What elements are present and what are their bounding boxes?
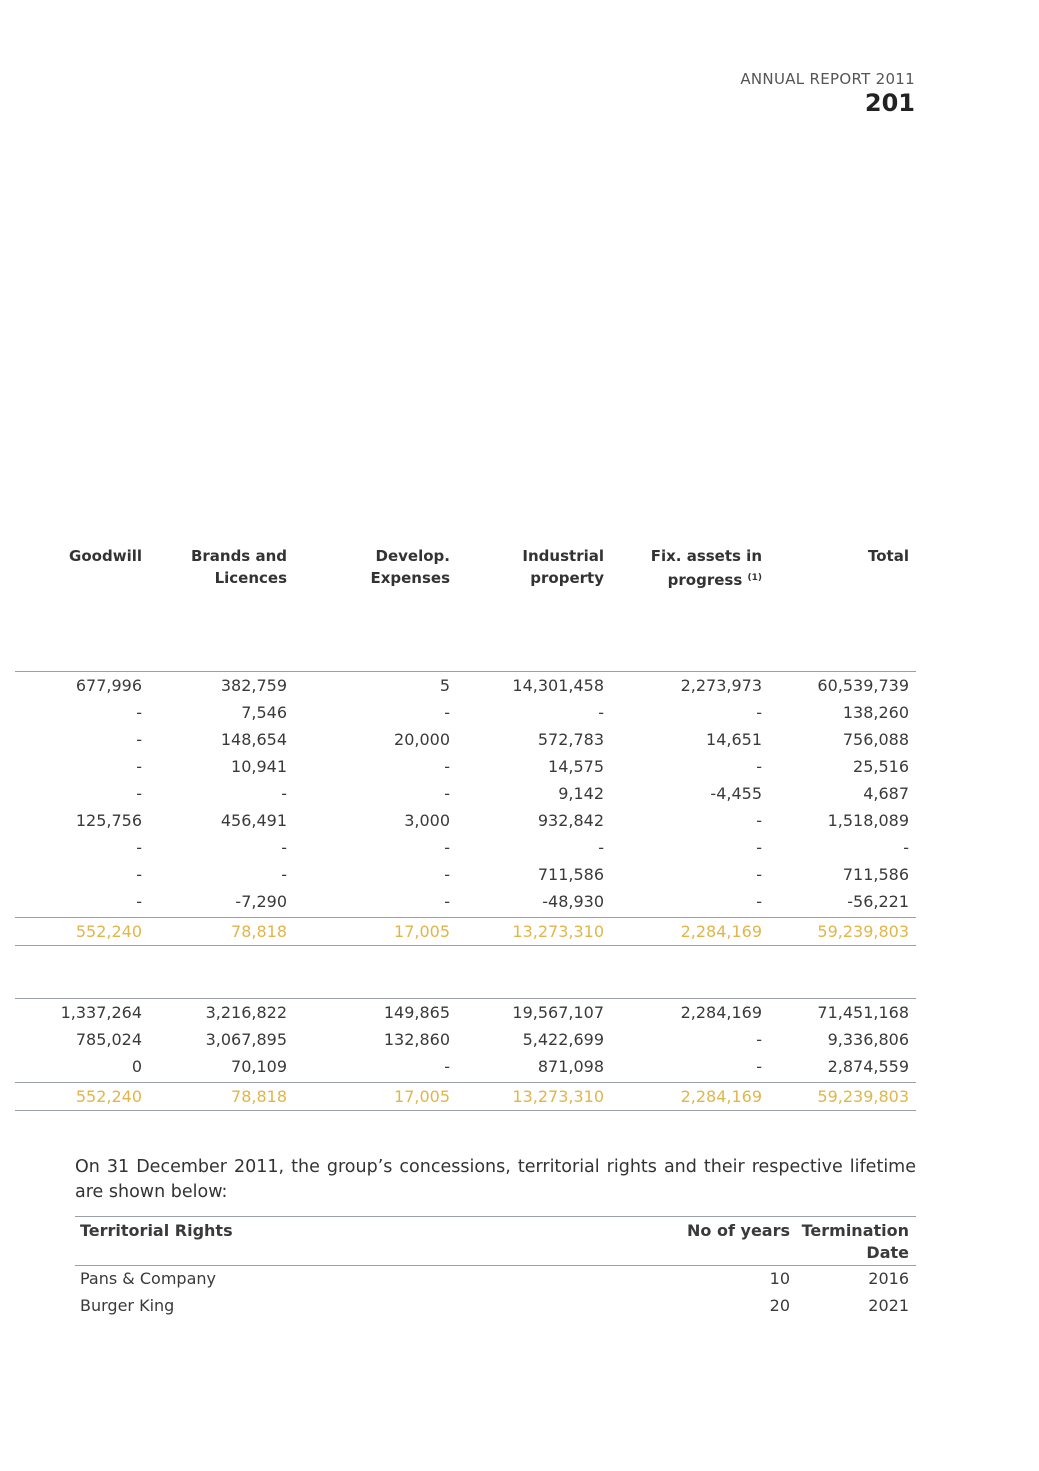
- concessions-paragraph: On 31 December 2011, the group’s concessions, territorial rights and their respective lifetime are shown below:: [75, 1157, 916, 1202]
- cell-brands: 3,216,822: [205, 1003, 287, 1022]
- territorial-date: 2021: [868, 1296, 909, 1315]
- cell-develop: -: [444, 757, 450, 776]
- cell-fix-assets: 2,284,169: [680, 1003, 762, 1022]
- cell-goodwill: 125,756: [75, 811, 142, 830]
- cell-total: 59,239,803: [817, 1087, 909, 1106]
- cell-total: 25,516: [853, 757, 909, 776]
- cell-goodwill: 552,240: [75, 1087, 142, 1106]
- table-row: [15, 888, 916, 915]
- cell-fix-assets: 2,284,169: [680, 1087, 762, 1106]
- total-row: [15, 918, 916, 945]
- cell-industrial: 572,783: [537, 730, 604, 749]
- cell-fix-assets: -: [756, 703, 762, 722]
- table-row: [15, 807, 916, 834]
- cell-goodwill: 785,024: [75, 1030, 142, 1049]
- cell-goodwill: -: [136, 892, 142, 911]
- territorial-name: Burger King: [80, 1296, 175, 1315]
- territorial-years: 10: [769, 1269, 790, 1288]
- cell-develop: -: [444, 865, 450, 884]
- table-row: [15, 753, 916, 780]
- table-row: [15, 861, 916, 888]
- cell-brands: -: [281, 838, 287, 857]
- cell-industrial: -: [598, 838, 604, 857]
- cell-develop: -: [444, 838, 450, 857]
- cell-brands: 456,491: [220, 811, 287, 830]
- table-row: [15, 1053, 916, 1080]
- cell-total: 60,539,739: [817, 676, 909, 695]
- territorial-header-row: [75, 1220, 916, 1264]
- cell-fix-assets: -: [756, 865, 762, 884]
- table-row: [15, 672, 916, 699]
- cell-fix-assets: 14,651: [706, 730, 762, 749]
- cell-brands: 10,941: [231, 757, 287, 776]
- column-header-fix-assets: Fix. assets in progress $^{(1)}$: [650, 547, 762, 589]
- table-row: [15, 834, 916, 861]
- table-rule: [15, 945, 916, 946]
- cell-goodwill: -: [136, 865, 142, 884]
- cell-brands: 382,759: [220, 676, 287, 695]
- cell-brands: 78,818: [231, 1087, 287, 1106]
- cell-industrial: 9,142: [558, 784, 604, 803]
- cell-total: 59,239,803: [817, 922, 909, 941]
- cell-industrial: 711,586: [537, 865, 604, 884]
- header-territorial-rights: Territorial Rights: [80, 1221, 233, 1240]
- cell-total: 4,687: [863, 784, 909, 803]
- cell-fix-assets: -: [756, 1057, 762, 1076]
- cell-fix-assets: -: [756, 757, 762, 776]
- territorial-date: 2016: [868, 1269, 909, 1288]
- cell-fix-assets: -4,455: [710, 784, 762, 803]
- cell-brands: 3,067,895: [205, 1030, 287, 1049]
- cell-industrial: 19,567,107: [512, 1003, 604, 1022]
- column-header-industrial: Industrial property: [522, 547, 604, 587]
- cell-develop: 149,865: [383, 1003, 450, 1022]
- cell-industrial: 871,098: [537, 1057, 604, 1076]
- cell-total: 1,518,089: [827, 811, 909, 830]
- cell-industrial: 13,273,310: [512, 1087, 604, 1106]
- page-header: [740, 70, 915, 117]
- column-headers: [0, 545, 1039, 605]
- cell-goodwill: 552,240: [75, 922, 142, 941]
- cell-develop: -: [444, 703, 450, 722]
- table-row: [15, 780, 916, 807]
- cell-goodwill: -: [136, 838, 142, 857]
- cell-goodwill: -: [136, 730, 142, 749]
- footnote-marker: (1): [747, 573, 762, 583]
- column-header-total: Total: [868, 547, 909, 565]
- cell-develop: 132,860: [383, 1030, 450, 1049]
- cell-develop: 20,000: [394, 730, 450, 749]
- cell-develop: -: [444, 1057, 450, 1076]
- cell-total: 9,336,806: [827, 1030, 909, 1049]
- cell-total: 2,874,559: [827, 1057, 909, 1076]
- cell-brands: -7,290: [235, 892, 287, 911]
- cell-fix-assets: -: [756, 1030, 762, 1049]
- cell-goodwill: 0: [131, 1057, 142, 1076]
- cell-develop: -: [444, 784, 450, 803]
- cell-total: 756,088: [842, 730, 909, 749]
- cell-industrial: 5,422,699: [522, 1030, 604, 1049]
- cell-brands: 148,654: [220, 730, 287, 749]
- cell-industrial: 14,301,458: [512, 676, 604, 695]
- column-header-brands: Brands and Licences: [190, 547, 287, 587]
- table-row: [75, 1268, 916, 1295]
- cell-total: 138,260: [842, 703, 909, 722]
- cell-total: 711,586: [842, 865, 909, 884]
- cell-industrial: -48,930: [542, 892, 604, 911]
- column-header-goodwill: Goodwill: [69, 547, 142, 565]
- column-header-develop: Develop. Expenses: [370, 547, 450, 587]
- cell-develop: 17,005: [394, 922, 450, 941]
- cell-fix-assets: -: [756, 838, 762, 857]
- cell-develop: -: [444, 892, 450, 911]
- total-row: [15, 1083, 916, 1110]
- header-no-of-years: No of years: [687, 1221, 790, 1240]
- territorial-years: 20: [769, 1296, 790, 1315]
- cell-fix-assets: 2,284,169: [680, 922, 762, 941]
- table-rule: [15, 1110, 916, 1111]
- cell-goodwill: 677,996: [75, 676, 142, 695]
- table-row: [15, 699, 916, 726]
- cell-develop: 17,005: [394, 1087, 450, 1106]
- cell-fix-assets: -: [756, 892, 762, 911]
- table-row: [15, 999, 916, 1026]
- cell-goodwill: -: [136, 784, 142, 803]
- cell-total: 71,451,168: [817, 1003, 909, 1022]
- cell-develop: 5: [439, 676, 450, 695]
- cell-fix-assets: -: [756, 811, 762, 830]
- cell-goodwill: 1,337,264: [60, 1003, 142, 1022]
- cell-industrial: 14,575: [548, 757, 604, 776]
- cell-brands: 7,546: [241, 703, 287, 722]
- table-row: [75, 1295, 916, 1322]
- cell-goodwill: -: [136, 703, 142, 722]
- header-termination-date: Termination Date: [801, 1221, 909, 1262]
- page-number: 201: [864, 89, 915, 117]
- cell-fix-assets: 2,273,973: [680, 676, 762, 695]
- table-row: [15, 726, 916, 753]
- cell-brands: 70,109: [231, 1057, 287, 1076]
- cell-develop: 3,000: [404, 811, 450, 830]
- cell-industrial: 932,842: [537, 811, 604, 830]
- cell-brands: -: [281, 865, 287, 884]
- cell-industrial: 13,273,310: [512, 922, 604, 941]
- cell-brands: 78,818: [231, 922, 287, 941]
- cell-total: -: [903, 838, 909, 857]
- territorial-name: Pans & Company: [80, 1269, 216, 1288]
- cell-brands: -: [281, 784, 287, 803]
- report-title: ANNUAL REPORT 2011: [740, 70, 915, 88]
- cell-total: -56,221: [847, 892, 909, 911]
- cell-goodwill: -: [136, 757, 142, 776]
- cell-industrial: -: [598, 703, 604, 722]
- table-row: [15, 1026, 916, 1053]
